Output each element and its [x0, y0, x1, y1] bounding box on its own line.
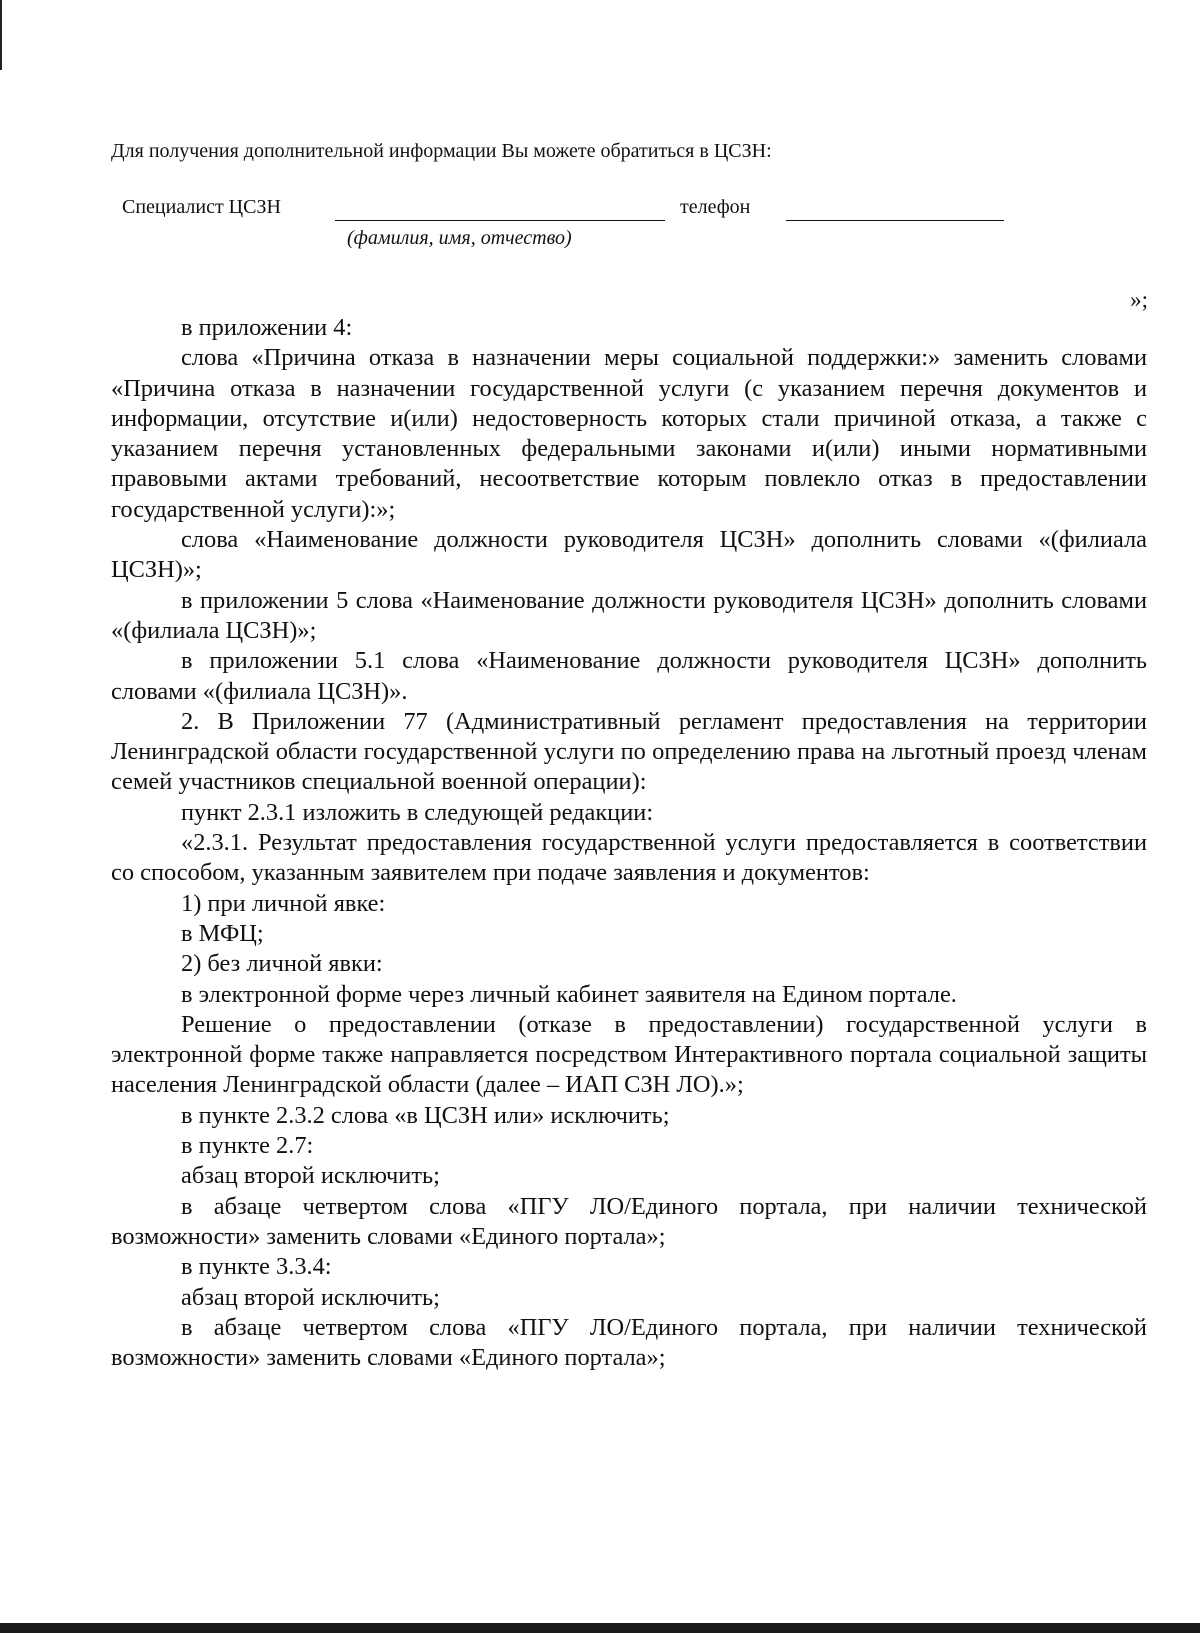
paragraph: абзац второй исключить; [181, 1283, 440, 1311]
name-blank-line [335, 220, 665, 221]
scan-edge-left [0, 0, 2, 70]
paragraph: в пункте 3.3.4: [181, 1253, 332, 1281]
name-caption: (фамилия, имя, отчество) [347, 227, 572, 249]
specialist-label: Специалист ЦСЗН [122, 196, 281, 218]
paragraph: в пункте 2.7: [181, 1132, 314, 1160]
specialist-row [122, 196, 1022, 226]
info-line: Для получения дополнительной информации Вы можете обратиться в ЦСЗН: [111, 140, 772, 162]
paragraph: в электронной форме через личный кабинет заявителя на Едином портале. [181, 980, 957, 1008]
paragraph: в приложении 5 слова «Наименование должности руководителя ЦСЗН» дополнить словами «(филиала ЦСЗН)»; [111, 586, 1147, 644]
closing-quote-mark: »; [1130, 287, 1148, 312]
paragraph: пункт 2.3.1 изложить в следующей редакции: [181, 798, 654, 826]
paragraph: слова «Причина отказа в назначении меры социальной поддержки:» заменить словами «Причина отказа в назначении государственной услуги (с указанием перечня документов и информации, отсутствие и(или) недостоверность которых стали причиной отказа, а также с указанием перечня установленных федеральными законами и(или) иными нормативными правовыми актами требований, несоответствие которым повлекло отказ в предоставлении государственной услуги):»; [111, 344, 1147, 523]
paragraph: в абзаце четвертом слова «ПГУ ЛО/Единого портала, при наличии технической возможности» заменить словами «Единого портала»; [111, 1313, 1147, 1372]
paragraph: в приложении 4: [181, 314, 353, 341]
paragraph: 2. В Приложении 77 (Административный регламент предоставления на территории Ленинградской области государственной услуги по определению права на льготный проезд членам семей участников специальной военной операции): [111, 707, 1147, 796]
paragraph: 1) при личной явке: [181, 889, 386, 917]
paragraph: в абзаце четвертом слова «ПГУ ЛО/Единого портала, при наличии технической возможности» заменить словами «Единого портала»; [111, 1192, 1147, 1250]
paragraph: абзац второй исключить; [181, 1162, 440, 1190]
scan-edge-bottom [0, 1623, 1200, 1633]
paragraph: в приложении 5.1 слова «Наименование должности руководителя ЦСЗН» дополнить словами «(филиала ЦСЗН)». [111, 647, 1147, 705]
paragraph: «2.3.1. Результат предоставления государственной услуги предоставляется в соответствии со способом, указанным заявителем при подаче заявления и документов: [111, 829, 1147, 887]
body-text [111, 313, 1147, 1373]
paragraph: в пункте 2.3.2 слова «в ЦСЗН или» исключить; [181, 1101, 670, 1129]
paragraph: слова «Наименование должности руководителя ЦСЗН» дополнить словами «(филиала ЦСЗН)»; [111, 526, 1147, 584]
phone-blank-line [786, 220, 1004, 221]
paragraph: Решение о предоставлении (отказе в предоставлении) государственной услуги в электронной форме также направляется посредством Интерактивного портала социальной защиты населения Ленинградской области (далее – ИАП СЗН ЛО).»; [111, 1010, 1147, 1099]
paragraph: 2) без личной явки: [181, 950, 383, 978]
phone-label: телефон [680, 196, 751, 218]
paragraph: в МФЦ; [181, 919, 264, 947]
